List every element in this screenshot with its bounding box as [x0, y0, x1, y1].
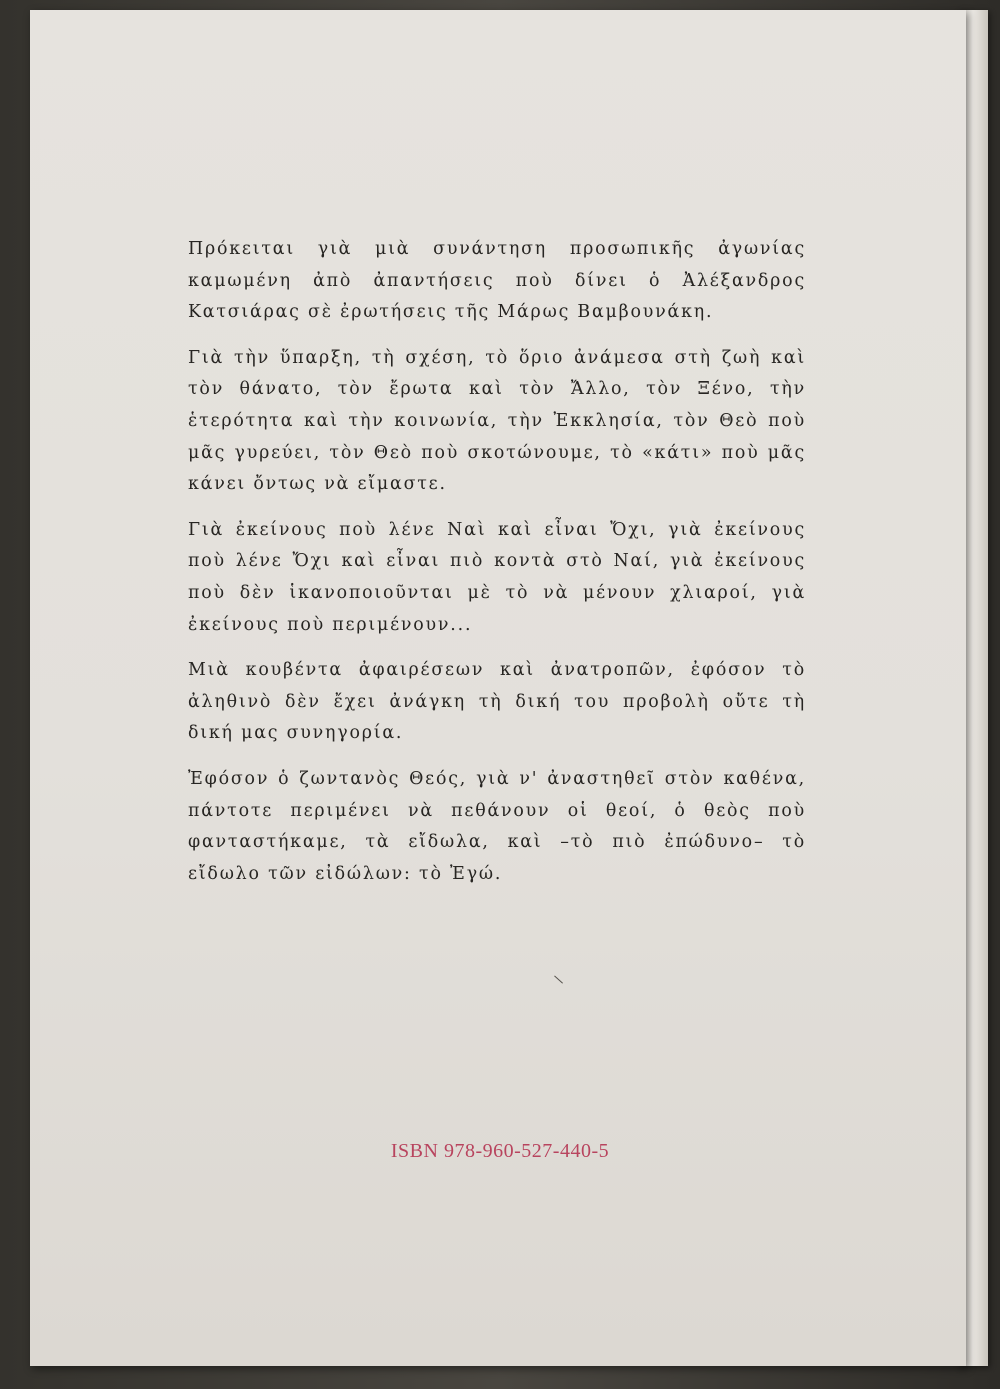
blurb-paragraph-2: Γιὰ τὴν ὕπαρξη, τὴ σχέση, τὸ ὅριο ἀνάμεσα στὴ ζωὴ καὶ τὸν θάνατο, τὸν ἔρωτα καὶ τὸν Ἄλλο, τὸν Ξένο, τὴν ἑτερότητα καὶ τὴν κοινωνία, τὴν Ἐκκλησία, τὸν Θεὸ ποὺ μᾶς γυρεύει, τὸν Θεὸ ποὺ σκοτώνουμε, τὸ «κάτι» ποὺ μᾶς κάνει ὄντως νὰ εἴμαστε. [188, 347, 806, 495]
blurb-paragraph-3: Γιὰ ἐκείνους ποὺ λένε Ναὶ καὶ εἶναι Ὄχι, γιὰ ἐκείνους ποὺ λένε Ὄχι καὶ εἶναι πιὸ κοντὰ στὸ Ναί, γιὰ ἐκείνους ποὺ δὲν ἱκανοποιοῦνται μὲ τὸ νὰ μένουν χλιαροί, γιὰ ἐκείνους ποὺ περιμένουν... [188, 519, 806, 635]
back-cover-blurb [188, 234, 806, 904]
isbn-number: ISBN 978-960-527-440-5 [390, 1140, 610, 1162]
blurb-paragraph-4: Μιὰ κουβέντα ἀφαιρέσεων καὶ ἀνατροπῶν, ἐφόσον τὸ ἀληθινὸ δὲν ἔχει ἀνάγκη τὴ δική του προβολὴ οὔτε τὴ δική μας συνηγορία. [188, 660, 806, 744]
blurb-paragraph-1: Πρόκειται γιὰ μιὰ συνάντηση προσωπικῆς ἀγωνίας καμωμένη ἀπὸ ἀπαντήσεις ποὺ δίνει ὁ Ἀλέξανδρος Κατσιάρας σὲ ἐρωτήσεις τῆς Μάρως Βαμβουνάκη. [188, 239, 806, 323]
blurb-paragraph-5: Ἐφόσον ὁ ζωντανὸς Θεός, γιὰ ν' ἀναστηθεῖ στὸν καθένα, πάντοτε περιμένει νὰ πεθάνουν οἱ θεοί, ὁ θεὸς ποὺ φανταστήκαμε, τὰ εἴδωλα, καὶ –τὸ πιὸ ἐπώδυνο– τὸ εἴδωλο τῶν εἰδώλων: τὸ Ἐγώ. [188, 768, 806, 884]
